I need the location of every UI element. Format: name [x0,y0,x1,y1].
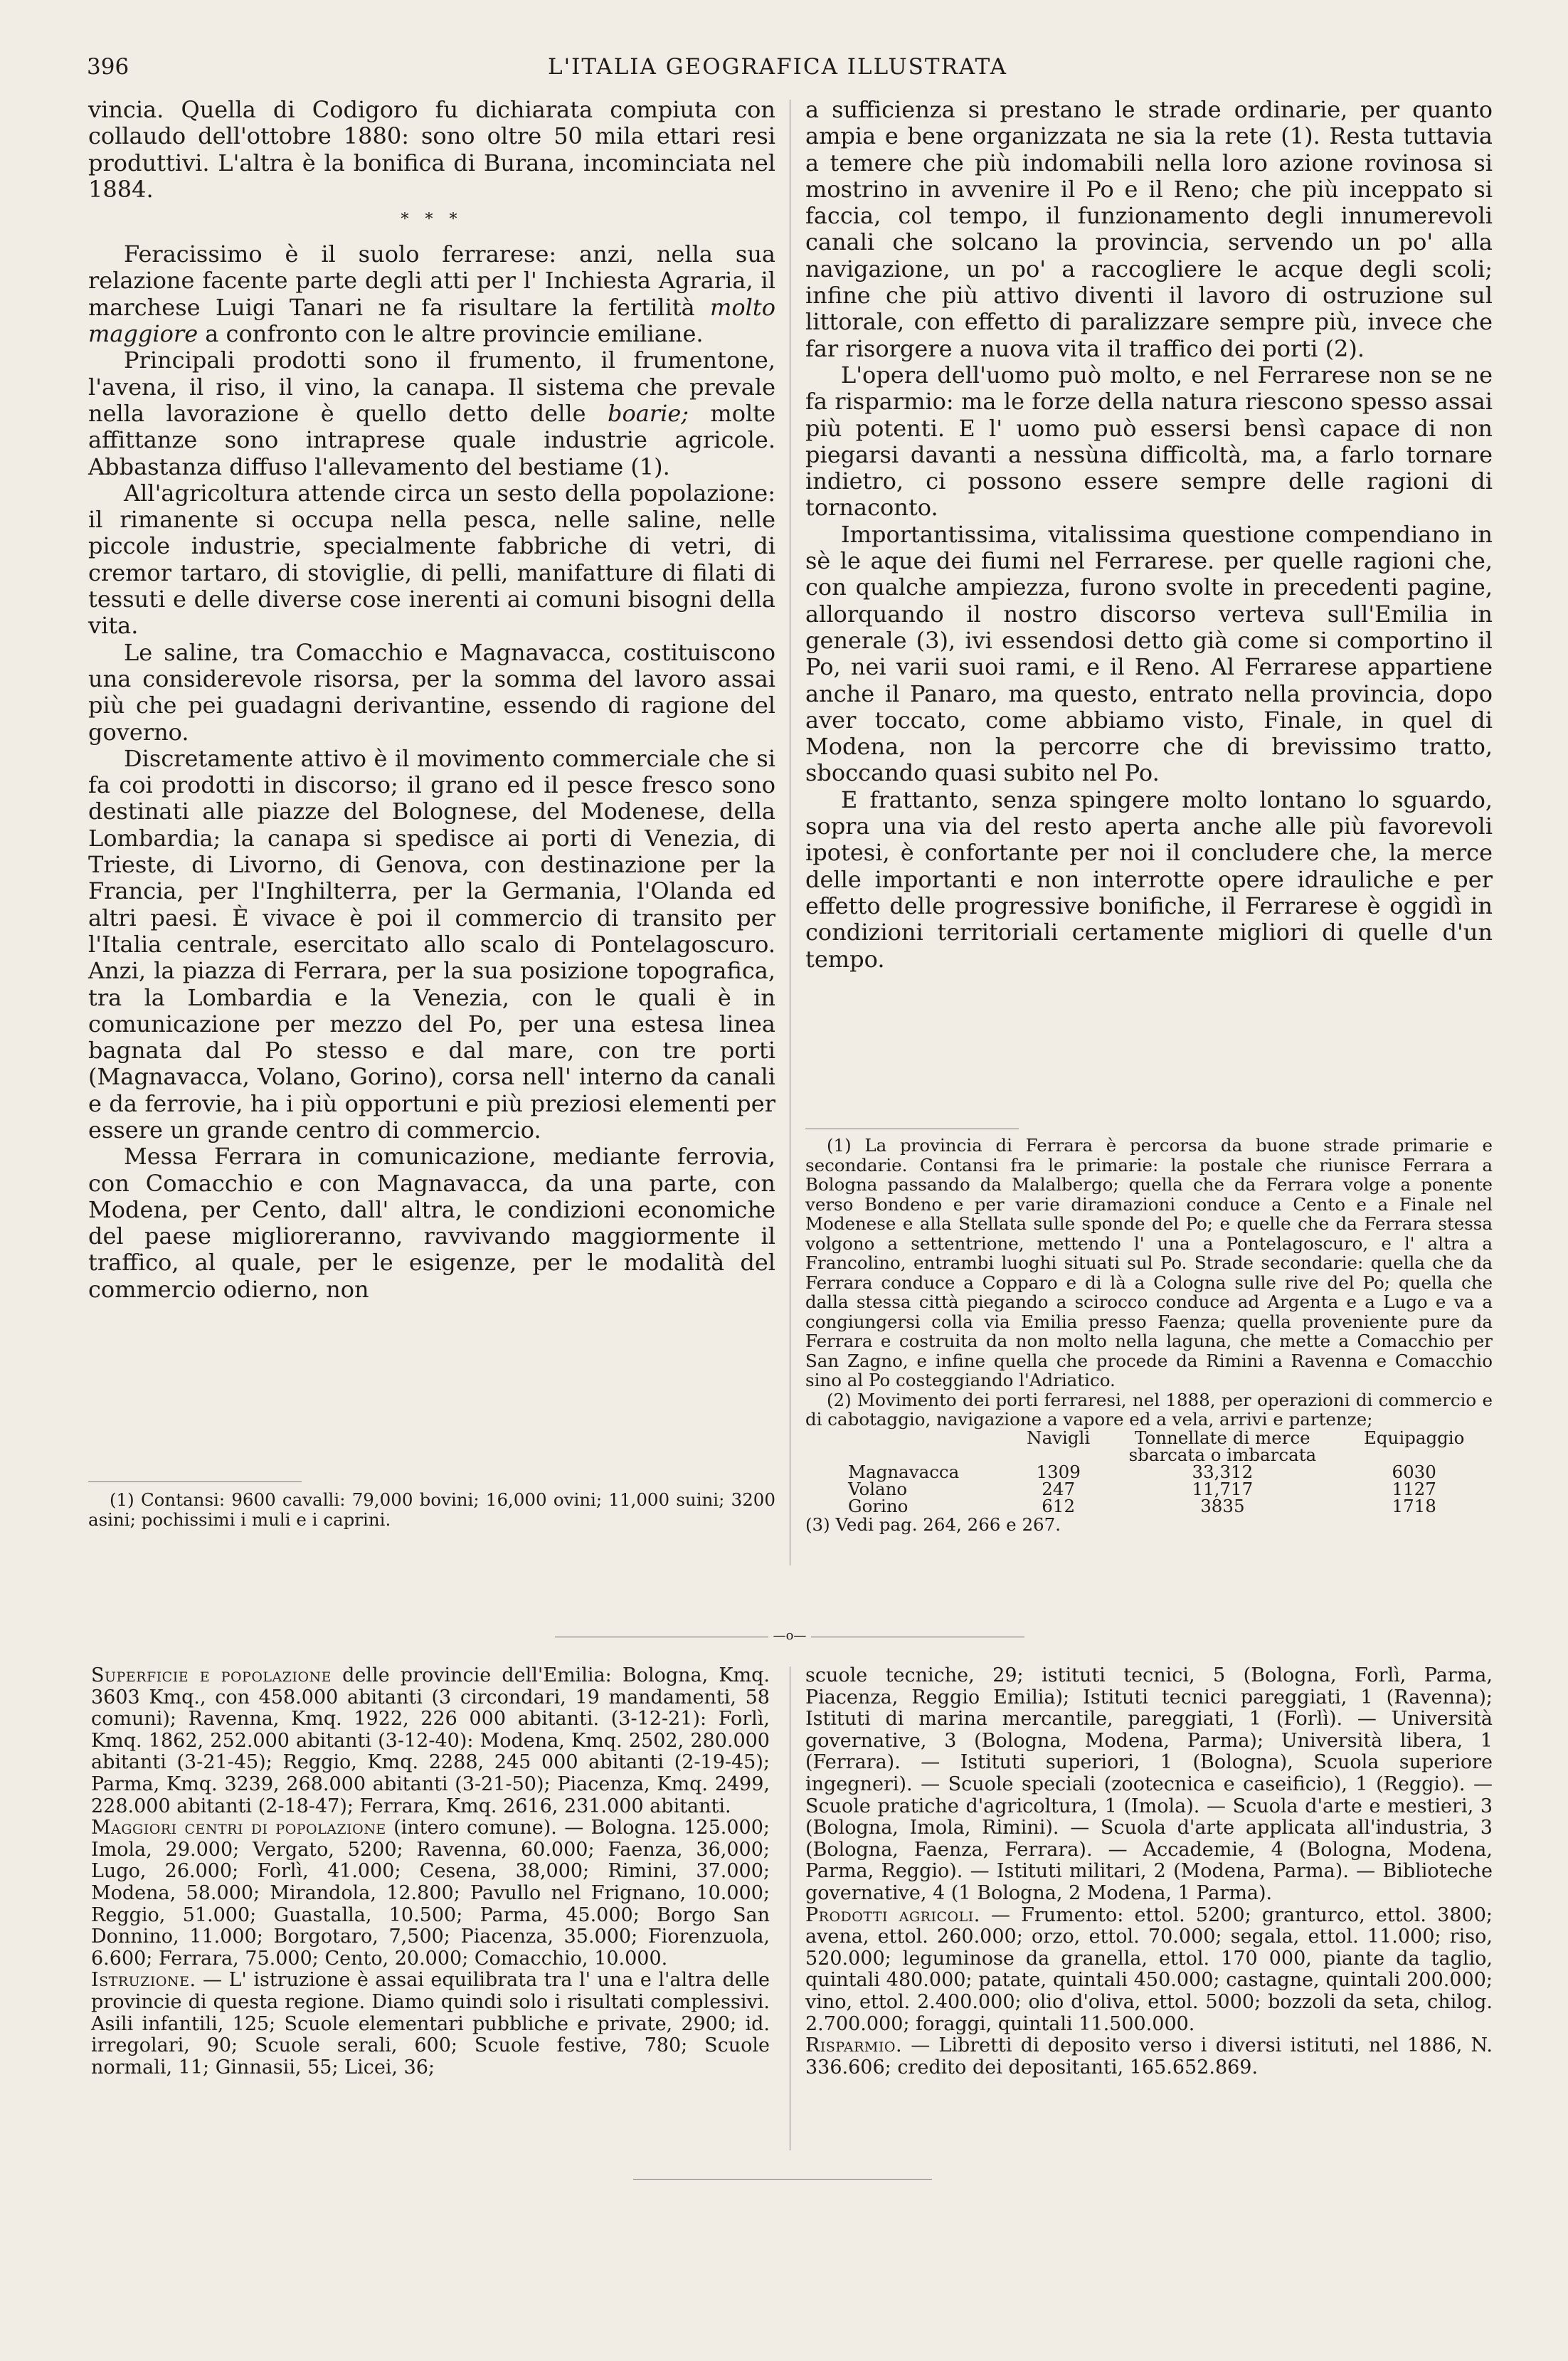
footnote-rule [88,1481,302,1482]
table-row [848,1498,1488,1515]
paragraph: Principali prodotti sono il frumento, il frumentone, l'avena, il riso, il vino, la canapa. Il sistema che prevale nella lavorazione è quello detto delle boarie; molte affittanze sono intraprese quale industrie agricole. Abbastanza diffuso l'allevamento del bestiame (1). [88,347,776,480]
paragraph: Le saline, tra Comacchio e Magnavacca, costituiscono una considerevole risorsa, per la somma del lavoro assai più che pei guadagni derivantine, essendo di ragione del governo. [88,638,775,746]
port-movement-table [848,1427,1488,1516]
table-row [848,1464,1488,1481]
table-row [848,1481,1488,1498]
stat-heading: Superficie e popolazione [91,1664,332,1686]
right-column [805,97,1493,973]
paragraph: a sufficienza si prestano le strade ordinarie, per quanto ampia e bene organizzata ne sia la rete (1). Resta tuttavia a temere che più indomabili nella loro azione rovinosa si mostrino in avvenire il Po e il Reno; che più inceppato si faccia, col tempo, il funzionamento degli innumerevoli canali che solcano la provincia, servendo un po' alla navigazione, un po' a raccogliere le acque degli scoli; infine che più attivo diventi il lavoro di ostruzione sul littorale, con effetto di paralizzare sempre più, invece che far risorgere a nuova vita il traffico dei porti (2). [805,96,1493,362]
footnote: (2) Movimento dei porti ferraresi, nel 1888, per operazioni di commercio e di cabotaggio, navigazione a vapore ed a vela, arrivi e partenze; [805,1389,1493,1430]
cell-equipaggio: 1718 [1392,1495,1436,1516]
paragraph: Discretamente attivo è il movimento commerciale che si fa coi prodotti in discorso; il grano ed il pesce fresco sono destinati alle piazze del Bolognese, del Modenese, della Lombardia; la canapa si spedisce ai porti di Venezia, di Trieste, di Livorno, di Genova, con destinazione per la Francia, per l'Inghilterra, per la Germania, l'Olanda ed altri paesi. È vivace è poi il commercio di transito per l'Italia centrale, esercitato allo scalo di Pontelagoscuro. Anzi, la piazza di Ferrara, per la sua posizione topografica, tra la Lombardia e la Venezia, con le quali è in comunicazione per mezzo del Po, per una estesa linea bagnata dal Po stesso e dal mare, con tre porti (Magnavacca, Volano, Gorino), corsa nell' interno da canali e da ferrovie, ha i più opportuni e più preziosi elementi per essere un grande centro di commercio. [88,744,775,1143]
section-separator [555,1630,1024,1644]
statistics-right [805,1665,1493,2079]
paragraph: Feracissimo è il suolo ferrarese: anzi, nella sua relazione facente parte degli atti per l' Inchiesta Agraria, il marchese Luigi Tanari ne fa risultare la fertilità molto maggiore a confronto con le altre provincie emiliane. [88,241,775,348]
cell-navigli: 612 [1042,1495,1076,1516]
port-name: Gorino [848,1495,909,1516]
statistics-left [91,1665,770,2079]
stat-heading: Prodotti agricoli. [805,1903,980,1926]
left-column [88,97,775,1303]
port-name: Magnavacca [848,1461,960,1482]
table-header-row [848,1430,1488,1464]
emphasis: boarie; [607,399,689,427]
port-name: Volano [848,1478,908,1499]
cell-tonnellate: 33,312 [1192,1461,1254,1482]
stat-entry: Maggiori centri di popolazione (intero comune). — Bologna. 125.000; Imola, 29.000; Vergato, 5200; Ravenna, 60.000; Faenza, 36,000; Lugo, 26.000; Forlì, 41.000; Cesena, 38,000; Rimini, 37.000; Modena, 58.000; Mirandola, 12.800; Pavullo nel Frignano, 10.000; Reggio, 51.000; Guastalla, 10.500; Parma, 45.000; Borgo San Donnino, 11.000; Borgotaro, 7,500; Piacenza, 35.000; Fiorenzuola, 6.600; Ferrara, 75.000; Cento, 20.000; Comacchio, 10.000. [91,1817,770,1970]
page-number: 396 [87,54,129,80]
emphasis: molto maggiore [88,293,775,348]
cell-equipaggio: 1127 [1392,1478,1436,1499]
column-header: Navigli [1027,1427,1091,1448]
cell-equipaggio: 6030 [1392,1461,1436,1482]
closing-rule [633,2179,932,2180]
section-ornament: * * * [401,211,463,229]
stat-entry: Superficie e popolazione delle provincie dell'Emilia: Bologna, Kmq. 3603 Kmq., con 458.000 abitanti (3 circondari, 19 mandamenti, 58 comuni); Ravenna, Kmq. 1922, 226 000 abitanti. (3-12-21): Forlì, Kmq. 1862, 252.000 abitanti (3-12-40): Modena, Kmq. 2502, 280.000 abitanti (3-21-45); Reggio, Kmq. 2288, 245 000 abitanti (2-19-45); Parma, Kmq. 3239, 268.000 abitanti (3-21-50); Piacenza, Kmq. 2499, 228.000 abitanti (2-18-47); Ferrara, Kmq. 2616, 231.000 abitanti. [91,1664,770,1817]
footnote: (1) Contansi: 9600 cavalli: 79,000 bovini; 16,000 ovini; 11,000 suini; 3200 asini; pochissimi i muli e i caprini. [88,1489,775,1530]
paragraph: E frattanto, senza spingere molto lontano lo sguardo, sopra una via del resto aperta anche alle più favorevoli ipotesi, è confortante per noi il concludere che, la merce delle importanti e non interrotte opere idrauliche e per effetto delle progressive bonifiche, il Ferrarese è oggidì in condizioni territoriali certamente migliori di quelle d'un tempo. [805,786,1493,973]
stat-entry: Istruzione. — L' istruzione è assai equilibrata tra l' una e l'altra delle provincie di questa regione. Diamo quindi solo i risultati complessivi. Asili infantili, 125; Scuole elementari pubbliche e private, 2900; id. irregolari, 90; Scuole serali, 600; Scuole festive, 780; Scuole normali, 11; Ginnasii, 55; Licei, 36; [91,1969,770,2079]
footnote: (1) La provincia di Ferrara è percorsa da buone strade primarie e secondarie. Contansi fra le primarie: la postale che riunisce Ferrara a Bologna passando da Malalbergo; quella che da Ferrara volge a ponente verso Bondeno e per varie diramazioni conduce a Cento e a Finale nel Modenese e alla Stellata sulle sponde del Po; e quelle che da Ferrara stessa volgono a settentrione, mettendo l' una a Pontelagoscuro, e l' altra a Francolino, entrambi luoghi situati sul Po. Strade secondarie: quella che da Ferrara conduce a Copparo e di là a Cologna sulle rive del Po; quella che dalla stessa città piegando a scirocco conduce ad Argenta e a Lugo e va a congiungersi colla via Emilia presso Faenza; quella proveniente pure da Ferrara e costruita da non molto nella laguna, che mette a Comacchio per San Zagno, e infine quella che procede da Rimini a Ravenna e Comacchio sino al Po costeggiando l'Adriatico. [805,1135,1493,1390]
cell-navigli: 1309 [1036,1461,1081,1482]
cell-tonnellate: 3835 [1200,1495,1245,1516]
page-header [87,54,1468,85]
stat-entry: Risparmio. — Libretti di deposito verso i diversi istituti, nel 1886, N. 336.606; credito dei depositanti, 165.652.869. [805,2034,1493,2079]
paragraph: Importantissima, vitalissima questione compendiano in sè le aque dei fiumi nel Ferrarese. per quelle ragioni che, con qualche ampiezza, furono svolte in precedenti pagine, allorquando il nostro discorso verteva sull'Emilia in generale (3), ivi essendosi detto già come si comportino il Po, nei varii suoi rami, e il Reno. Al Ferrarese appartiene anche il Panaro, ma questo, entrato nella provincia, dopo aver toccato, come abbiamo visto, Finale, in quel di Modena, non la percorre che di brevissimo tratto, sboccando quasi subito nel Po. [805,520,1493,787]
paragraph: All'agricoltura attende circa un sesto della popolazione: il rimanente si occupa nella pesca, nelle saline, nelle piccole industrie, specialmente fabbriche di vetri, di cremor tartaro, di stoviglie, di pelli, manifatture di filati di tessuti e delle diverse cose inerenti ai comuni bisogni della vita. [88,479,775,640]
paragraph: vincia. Quella di Codigoro fu dichiarata compiuta con collaudo dell'ottobre 1880: sono oltre 50 mila ettari resi produttivi. L'altra è la bonifica di Burana, incominciata nel 1884. [88,96,775,203]
paragraph: Messa Ferrara in comunicazione, mediante ferrovia, con Comacchio e con Magnavacca, da una parte, con Modena, per Cento, dall' altra, le condizioni economiche del paese miglioreranno, ravvivando maggiormente il traffico, al quale, per le esigenze, per le modalità del commercio odierno, non [88,1143,775,1303]
stat-heading: Istruzione. [91,1969,196,1992]
stat-entry: Prodotti agricoli. — Frumento: ettol. 5200; granturco, ettol. 3800; avena, ettol. 260.000; orzo, ettol. 70.000; segala, ettol. 11.000; riso, 520.000; leguminose da granella, ettol. 170 000, piante da taglio, quintali 480.000; patate, quintali 450.000; castagne, quintali 200.000; vino, ettol. 2.400.000; olio d'oliva, ettol. 5000; bozzoli da seta, chilog. 2.700.000; foraggi, quintali 11.500.000. [805,1903,1493,2035]
cell-tonnellate: 11,717 [1192,1478,1254,1499]
footnotes-right [805,1136,1493,1534]
stat-heading: Risparmio. [805,2034,903,2057]
separator-ornament-icon: —o— [768,1628,811,1643]
running-title: L'ITALIA GEOGRAFICA ILLUSTRATA [548,54,1007,80]
stat-entry: scuole tecniche, 29; istituti tecnici, 5 (Bologna, Forlì, Parma, Piacenza, Reggio Emilia); Istituti tecnici pareggiati, 1 (Ravenna); Istituti di marina mercantile, pareggiati, 1 (Forlì). — Università governative, 3 (Bologna, Modena, Parma); Università libera, 1 (Ferrara). — Istituti superiori, 1 (Bologna), Scuola superiore ingegneri). — Scuole speciali (zootecnica e caseificio), 1 (Reggio). — Scuole pratiche d'agricoltura, 1 (Imola). — Scuola d'arte e mestieri, 3 (Bologna, Imola, Rimini). — Scuola d'arte applicata all'industria, 3 (Bologna, Faenza, Ferrara). — Accademie, 4 (Bologna, Modena, Parma, Reggio). — Istituti militari, 2 (Modena, Parma). — Biblioteche governative, 4 (1 Bologna, 2 Modena, 1 Parma). [805,1664,1493,1904]
column-header: Tonnellate di merce sbarcata o imbarcata [1128,1427,1317,1465]
footnotes-left [88,1490,775,1529]
footnote: (3) Vedi pag. 264, 266 e 267. [805,1514,1061,1535]
paragraph: L'opera dell'uomo può molto, e nel Ferrarese non se ne fa risparmio: ma le forze della natura riescono spesso assai più potenti. E l' uomo può essersi bensì capace di non piegarsi davanti a nessùna difficoltà, ma, a farlo tornare indietro, ci possono essere sempre delle ragioni di tornaconto. [805,361,1493,522]
stat-heading: Maggiori centri di popolazione [91,1817,386,1839]
column-header: Equipaggio [1363,1427,1465,1448]
cell-navigli: 247 [1042,1478,1076,1499]
